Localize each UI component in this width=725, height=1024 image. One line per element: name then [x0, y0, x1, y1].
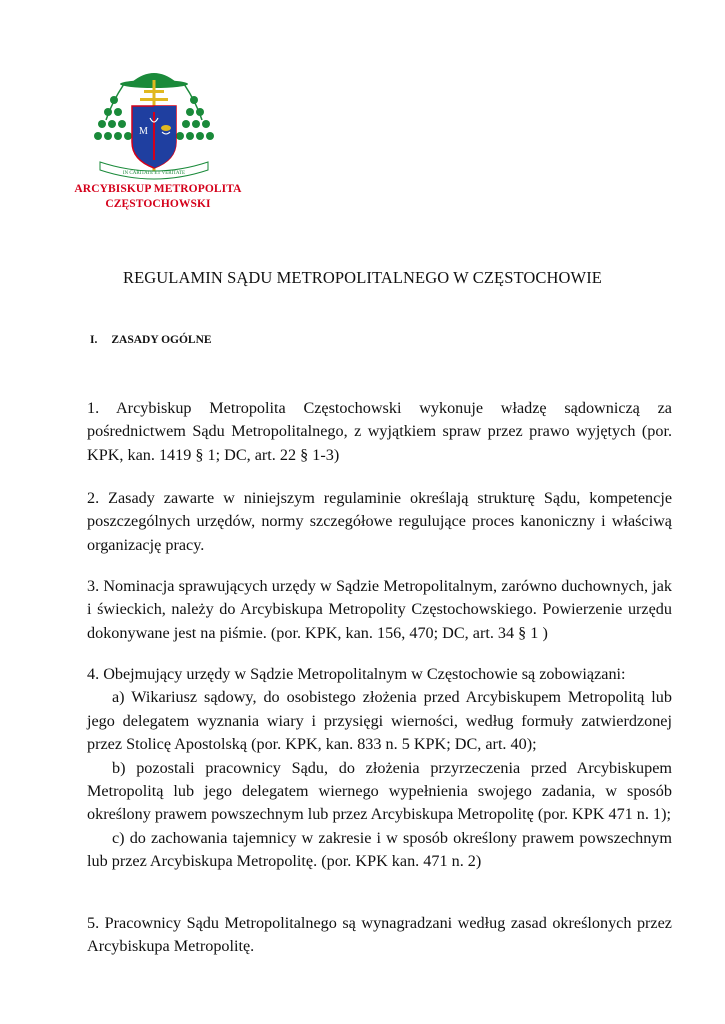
section-title: ZASADY OGÓLNE — [111, 334, 212, 346]
paragraph-4-item-a: a) Wikariusz sądowy, do osobistego złożenia przed Arcybiskupem Metropolitą lub jego delegatem wyznania wiary i przysięgi wierności, według formuły zatwierdzonej przez Stolicę Apostolską (por. KPK, kan. 833 n. 5 KPK; DC, art. 40); — [87, 688, 672, 754]
motto-text: IN CARITATE ET VERITATE — [122, 171, 186, 176]
paragraph-4-lead: 4. Obejmujący urzędy w Sądzie Metropolitalnym w Częstochowie są zobowiązani: — [87, 665, 626, 683]
emblem-caption-line2: CZĘSTOCHOWSKI — [105, 198, 211, 210]
section-heading — [90, 334, 212, 346]
emblem-caption — [58, 182, 258, 212]
coat-of-arms-emblem — [84, 62, 224, 188]
paragraph-2: 2. Zasady zawarte w niniejszym regulaminie określają strukturę Sądu, kompetencje poszczególnych urzędów, normy szczegółowe regulujące proces kanoniczny i właściwą organizację pracy. — [87, 489, 672, 554]
emblem-caption-line1: ARCYBISKUP METROPOLITA — [74, 183, 242, 195]
paragraph-1: 1. Arcybiskup Metropolita Częstochowski wykonuje władzę sądowniczą za pośrednictwem Sądu Metropolitalnego, z wyjątkiem spraw przez prawo wyjętych (por. KPK, kan. 1419 § 1; DC, art. 22 § 1-3) — [87, 399, 672, 464]
svg-text:M: M — [139, 126, 148, 137]
paragraph-4-item-c: c) do zachowania tajemnicy w zakresie i w sposób określony prawem powszechnym lub przez Arcybiskupa Metropolitę. (por. KPK kan. 471 n. 2) — [87, 828, 672, 871]
paragraph-5: 5. Pracownicy Sądu Metropolitalnego są wynagradzani według zasad określonych przez Arcybiskupa Metropolitę. — [87, 914, 672, 956]
paragraph-4 — [87, 663, 672, 874]
paragraph-3: 3. Nominacja sprawujących urzędy w Sądzie Metropolitalnym, zarówno duchownych, jak i świeckich, należy do Arcybiskupa Metropolity Częstochowskiego. Powierzenie urzędu dokonywane jest na piśmie. (por. KPK, kan. 156, 470; DC, art. 34 § 1 ) — [87, 577, 672, 642]
section-number: I. — [90, 334, 98, 346]
paragraph-4-item-b: b) pozostali pracownicy Sądu, do złożenia przyrzeczenia przed Arcybiskupem Metropolitą lub jego delegatem wiernego wypełnienia swojego zadania, w sposób określony prawem powszechnym lub przez Arcybiskupa Metropolitę (por. KPK 471 n. 1); — [87, 758, 672, 824]
document-title: REGULAMIN SĄDU METROPOLITALNEGO W CZĘSTOCHOWIE — [122, 268, 602, 287]
